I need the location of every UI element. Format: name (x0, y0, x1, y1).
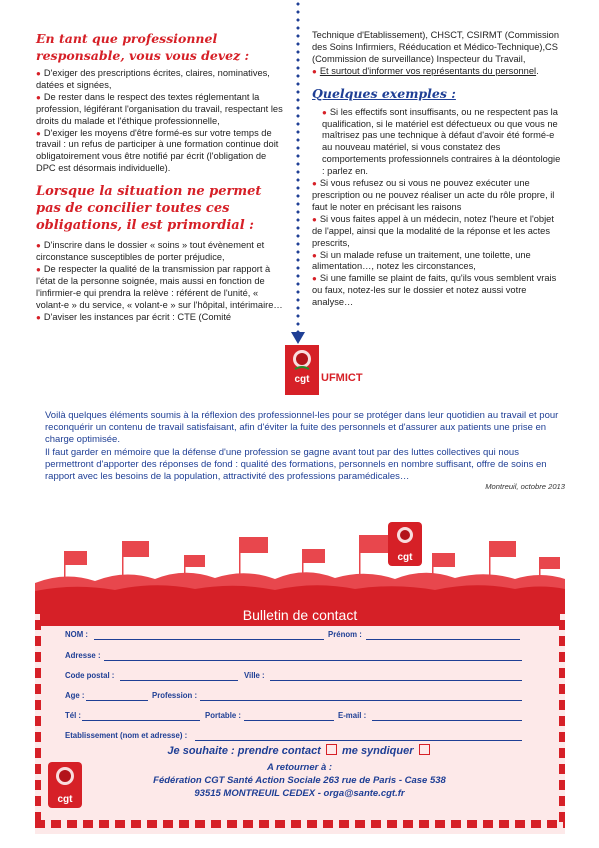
paragraph: Voilà quelques éléments soumis à la réflexion des professionnel-les pour se protéger dans leur quotidien au travail et pour reconquérir un contenu de travail satisfaisant, afin d'éviter la fuite des personnels et d'assurer aux patients une prise en charge optimisée. (45, 410, 559, 446)
profession-label: Profession : (152, 691, 198, 700)
adresse-label: Adresse : (65, 651, 101, 660)
list-item: ● D'exiger les moyens d'être formé-es sur votre temps de travail : un refus de participer à une formation continue doit obligatoirement vous être notifié par écrit (l'obligation de DPC est désormais individuelle). (36, 127, 279, 174)
contact-checkbox[interactable] (326, 744, 337, 755)
cgt-wordmark: cgt (57, 794, 73, 805)
bullet-icon: ● (36, 128, 41, 138)
return-address-line1: Fédération CGT Santé Action Sociale 263 rue de Paris - Case 538 (153, 775, 446, 786)
list-item: ● Si une famille se plaint de faits, qu'ils vous semblent vrais ou faux, notez-les sur le dossier et notez aussi votre analyse… (312, 273, 557, 308)
list-item: ● De rester dans le respect des textes réglementant la profession, légiférant l'organisation du travail, respectant les droits du malade et l'éthique professionnelle, (36, 91, 283, 126)
bulletin-header (40, 604, 560, 626)
bullet-icon: ● (322, 107, 327, 117)
bullet-icon: ● (36, 92, 41, 102)
profession-field[interactable] (200, 700, 522, 701)
dashed-border (35, 820, 565, 828)
etablissement-field[interactable] (195, 740, 522, 741)
crowd-flags-icon (35, 533, 565, 605)
wish-prefix: Je souhaite : prendre contact (167, 745, 321, 757)
list-item: ● D'aviser les instances par écrit : CTE (Comité (36, 311, 232, 322)
bullet-icon: ● (36, 312, 41, 322)
bulletin-title: Bulletin de contact (242, 607, 358, 623)
bullet-icon: ● (312, 274, 317, 284)
list-item: ● De respecter la qualité de la transmission par rapport à l'état de la personne soignée, mais aussi en fonction de l'infirmier-e qui prendra la relève : référent de l'unité, « volant-e » du service, « volant-e » sur l'hôpital, intérimaire… (36, 263, 283, 310)
heading-professional-duties: En tant que professionnel responsable, vous vous devez : (36, 31, 250, 63)
ufmict-wordmark: UFMICT (321, 372, 363, 384)
arrow-down-icon (291, 332, 305, 344)
conclusion-text (45, 410, 565, 493)
syndiquer-label: me syndiquer (341, 745, 414, 757)
form-row (60, 691, 550, 703)
form-row (60, 711, 550, 723)
paragraph: Il faut garder en mémoire que la défense d'une profession se gagne avant tout par des luttes collectives qui nous permettront d'apporter des réponses de fond : qualité des formations, personnels en nombre suffisant, offre de soins en rapport avec les besoins de la population, attractivité des professions paramédicales… (45, 446, 547, 483)
list-item: ● D'exiger des prescriptions écrites, claires, nominatives, datées et signées, (36, 68, 270, 90)
tel-field[interactable] (82, 720, 200, 721)
bullet-icon: ● (36, 69, 41, 78)
email-field[interactable] (372, 720, 522, 721)
portable-field[interactable] (244, 720, 334, 721)
dotted-divider (296, 0, 300, 350)
cgt-wordmark: cgt (294, 374, 310, 385)
ville-label: Ville : (244, 671, 265, 680)
tel-label: Tél : (65, 711, 82, 720)
age-label: Age : (65, 691, 85, 700)
cgt-logo (388, 522, 422, 566)
heading-primordial: Lorsque la situation ne permet pas de concilier toutes ces obligations, il est primordial : (36, 184, 262, 234)
age-field[interactable] (86, 700, 148, 701)
rose-icon (48, 762, 82, 792)
list-item: ● D'inscrire dans le dossier « soins » tout évènement et circonstance susceptibles de porter préjudice, (36, 240, 265, 263)
bullet-icon: ● (312, 250, 317, 260)
right-column (312, 30, 564, 309)
prenom-label: Prénom : (328, 630, 362, 639)
rose-icon (285, 345, 319, 375)
nom-field[interactable] (94, 639, 324, 640)
return-address-line2: 93515 MONTREUIL CEDEX - orga@sante.cgt.fr (194, 788, 405, 799)
form-row (60, 651, 550, 663)
rose-icon (388, 522, 422, 550)
list-item: ● Si vous refusez ou si vous ne pouvez exécuter une prescription ou ne pouvez réaliser un acte du rôle propre, il faut le noter en précisant les raisons (312, 178, 555, 212)
return-label: A retourner à : (266, 762, 333, 773)
prenom-field[interactable] (366, 639, 520, 640)
signature: Montreuil, octobre 2013 (485, 482, 565, 492)
email-label: E-mail : (338, 711, 367, 720)
bullet-icon: ● (312, 179, 317, 189)
list-item: ● Si les effectifs sont insuffisants, ou ne respectent pas la qualification, si le matériel est défectueux ou que vous ne maîtrisez pas une technique à défaut d'avoir été formé-e au nouveau matériel, si vous constatez des comportements professionnels contraires à la déontologie : parlez en. (322, 106, 561, 177)
bullet-icon: ● (312, 214, 317, 224)
cgt-logo (285, 345, 319, 395)
protest-banner-illustration (35, 533, 565, 605)
bullet-icon: ● (36, 264, 41, 274)
nom-label: NOM : (65, 630, 88, 639)
etablissement-label: Etablissement (nom et adresse) : (65, 731, 188, 740)
cgt-logo (48, 762, 82, 808)
form-row (60, 630, 550, 642)
cgt-wordmark: cgt (397, 552, 413, 563)
left-column (36, 30, 288, 324)
list-item: ● Si un malade refuse un traitement, une toilette, une alimentation…, notez les circonstances, (312, 249, 531, 272)
cgt-ufmict-logo (285, 345, 363, 395)
code-postal-label: Code postal : (65, 671, 115, 680)
continuation-text: Technique d'Etablissement), CHSCT, CSIRMT (Commission des Soins Infirmiers, Rééducation et Médico-Technique),CS (Commission de surveillance) Inspecteur du Travail, (312, 30, 560, 64)
code-postal-field[interactable] (120, 680, 238, 681)
adresse-field[interactable] (104, 660, 522, 661)
list-item: ● Et surtout d'informer vos représentants du personnel. (312, 65, 539, 76)
list-item: ● Si vous faites appel à un médecin, notez l'heure et l'objet de l'appel, ainsi que la modalité de la réponse et les actes prescrits, (312, 213, 554, 248)
portable-label: Portable : (205, 711, 241, 720)
bullet-icon: ● (36, 241, 41, 251)
bullet-icon: ● (312, 66, 317, 76)
subscription-choice (0, 744, 599, 757)
ville-field[interactable] (270, 680, 522, 681)
heading-examples: Quelques exemples : (312, 85, 456, 101)
form-row (60, 671, 550, 683)
form-row (60, 731, 550, 743)
syndiquer-checkbox[interactable] (419, 744, 430, 755)
